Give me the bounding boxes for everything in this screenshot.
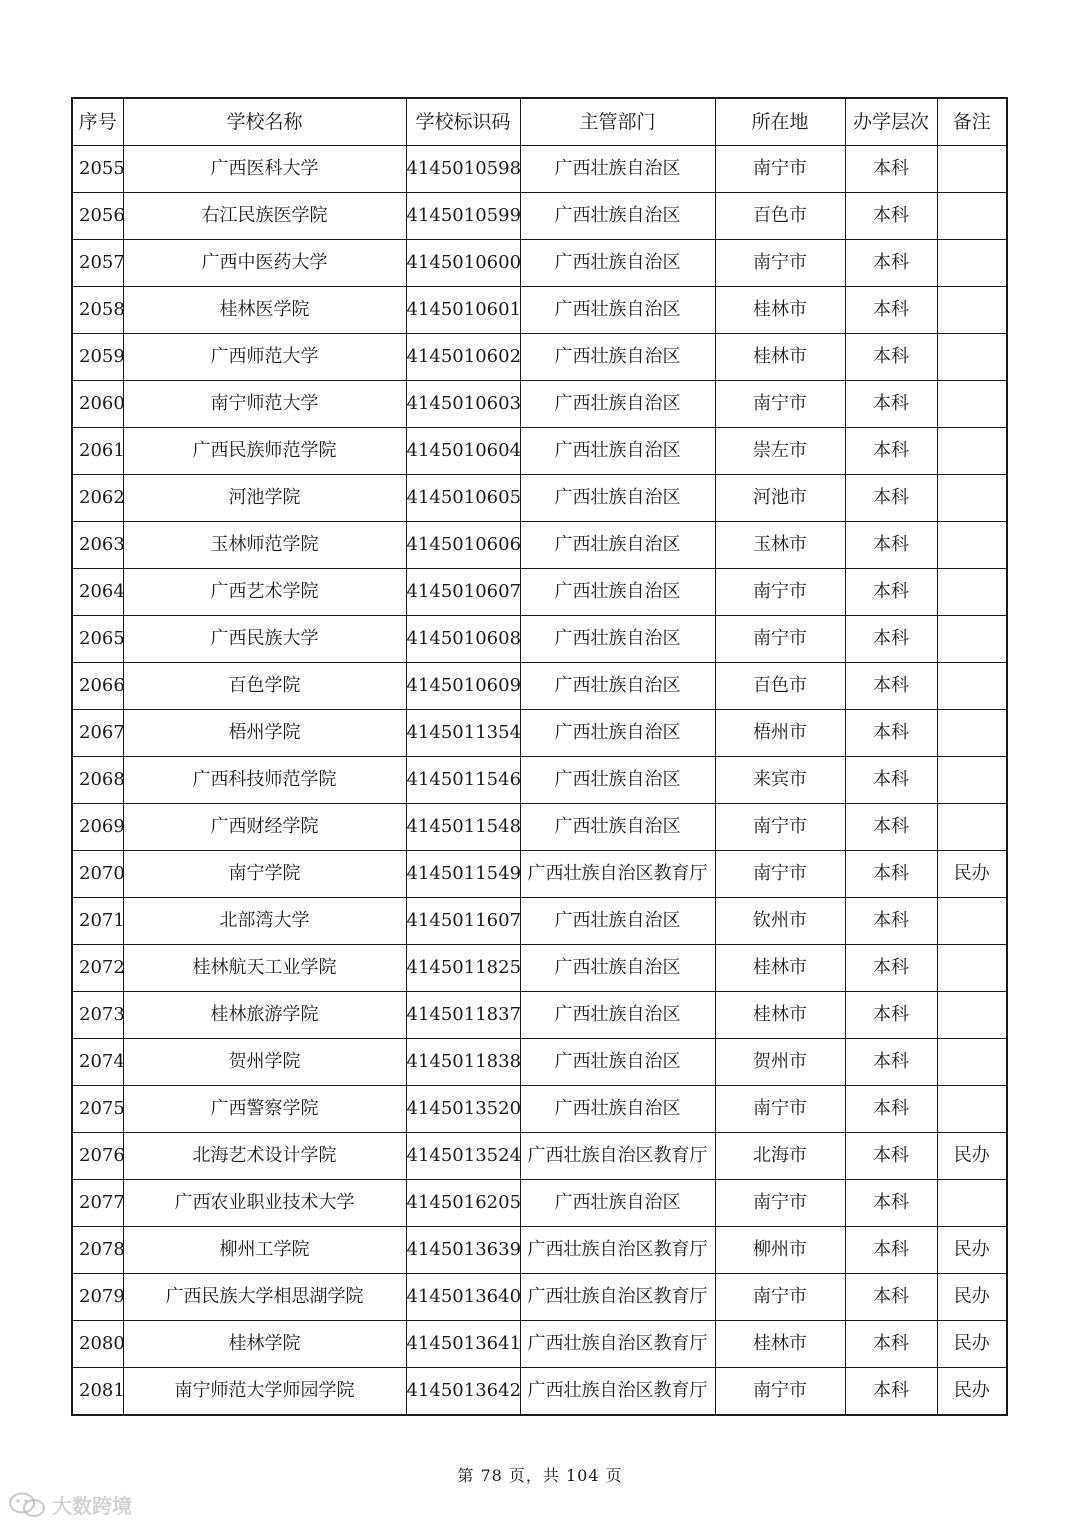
- cell-index: 2066: [72, 663, 123, 710]
- cell-school-name: 广西民族师范学院: [123, 428, 406, 475]
- cell-school-code: 4145010604: [406, 428, 520, 475]
- cell-remarks: [937, 146, 1007, 193]
- table-row: [72, 193, 1007, 240]
- cell-level: 本科: [845, 569, 937, 616]
- cell-index: 2060: [72, 381, 123, 428]
- cell-school-name: 广西民族大学: [123, 616, 406, 663]
- cell-department: 广西壮族自治区: [520, 381, 715, 428]
- cell-location: 钦州市: [715, 898, 845, 945]
- cell-index: 2064: [72, 569, 123, 616]
- cell-remarks: [937, 898, 1007, 945]
- cell-department: 广西壮族自治区: [520, 1039, 715, 1086]
- cell-index: 2055: [72, 146, 123, 193]
- cell-department: 广西壮族自治区: [520, 428, 715, 475]
- cell-location: 梧州市: [715, 710, 845, 757]
- cell-school-name: 广西财经学院: [123, 804, 406, 851]
- cell-index: 2077: [72, 1180, 123, 1227]
- cell-department: 广西壮族自治区教育厅: [520, 851, 715, 898]
- cell-location: 玉林市: [715, 522, 845, 569]
- cell-location: 桂林市: [715, 1321, 845, 1368]
- cell-location: 柳州市: [715, 1227, 845, 1274]
- header-index: 序号: [72, 98, 123, 146]
- cell-level: 本科: [845, 381, 937, 428]
- cell-location: 北海市: [715, 1133, 845, 1180]
- cell-location: 南宁市: [715, 240, 845, 287]
- cell-location: 桂林市: [715, 287, 845, 334]
- cell-school-code: 4145010609: [406, 663, 520, 710]
- table-row: [72, 710, 1007, 757]
- table-row: [72, 428, 1007, 475]
- cell-remarks: 民办: [937, 851, 1007, 898]
- page-footer: 第 78 页，共 104 页: [457, 1466, 623, 1485]
- cell-level: 本科: [845, 851, 937, 898]
- cell-school-code: 4145010606: [406, 522, 520, 569]
- cell-level: 本科: [845, 804, 937, 851]
- cell-department: 广西壮族自治区: [520, 569, 715, 616]
- cell-level: 本科: [845, 757, 937, 804]
- watermark: [8, 1490, 132, 1519]
- cell-school-code: 4145010599: [406, 193, 520, 240]
- cell-school-code: 4145013639: [406, 1227, 520, 1274]
- cell-school-code: 4145010607: [406, 569, 520, 616]
- cell-location: 南宁市: [715, 1086, 845, 1133]
- table-row: [72, 475, 1007, 522]
- cell-location: 崇左市: [715, 428, 845, 475]
- header-location: 所在地: [715, 98, 845, 146]
- cell-index: 2065: [72, 616, 123, 663]
- cell-index: 2069: [72, 804, 123, 851]
- cell-remarks: [937, 663, 1007, 710]
- cell-school-name: 广西中医药大学: [123, 240, 406, 287]
- table-row: [72, 522, 1007, 569]
- school-list-table: [71, 97, 1008, 1416]
- cell-level: 本科: [845, 287, 937, 334]
- cell-remarks: [937, 381, 1007, 428]
- cell-remarks: [937, 1086, 1007, 1133]
- cell-level: 本科: [845, 1133, 937, 1180]
- cell-remarks: [937, 992, 1007, 1039]
- cell-school-code: 4145010600: [406, 240, 520, 287]
- cell-department: 广西壮族自治区: [520, 1180, 715, 1227]
- table-header-row: [72, 98, 1007, 146]
- header-department: 主管部门: [520, 98, 715, 146]
- table-row: [72, 569, 1007, 616]
- table-row: [72, 1039, 1007, 1086]
- cell-location: 南宁市: [715, 851, 845, 898]
- cell-remarks: [937, 710, 1007, 757]
- cell-school-name: 广西警察学院: [123, 1086, 406, 1133]
- cell-department: 广西壮族自治区教育厅: [520, 1227, 715, 1274]
- cell-school-code: 4145011354: [406, 710, 520, 757]
- cell-department: 广西壮族自治区: [520, 287, 715, 334]
- table-row: [72, 1227, 1007, 1274]
- cell-school-name: 桂林旅游学院: [123, 992, 406, 1039]
- cell-level: 本科: [845, 1180, 937, 1227]
- cell-school-code: 4145010608: [406, 616, 520, 663]
- cell-remarks: [937, 428, 1007, 475]
- cell-level: 本科: [845, 898, 937, 945]
- cell-remarks: 民办: [937, 1133, 1007, 1180]
- cell-school-code: 4145010601: [406, 287, 520, 334]
- cell-school-name: 广西民族大学相思湖学院: [123, 1274, 406, 1321]
- cell-school-name: 北部湾大学: [123, 898, 406, 945]
- cell-location: 河池市: [715, 475, 845, 522]
- cell-level: 本科: [845, 1039, 937, 1086]
- cell-index: 2061: [72, 428, 123, 475]
- table-row: [72, 240, 1007, 287]
- cell-location: 百色市: [715, 663, 845, 710]
- cell-level: 本科: [845, 240, 937, 287]
- cell-index: 2063: [72, 522, 123, 569]
- table-row: [72, 757, 1007, 804]
- cell-level: 本科: [845, 334, 937, 381]
- cell-location: 桂林市: [715, 992, 845, 1039]
- cell-index: 2079: [72, 1274, 123, 1321]
- cell-index: 2081: [72, 1368, 123, 1416]
- cell-index: 2078: [72, 1227, 123, 1274]
- cell-department: 广西壮族自治区: [520, 804, 715, 851]
- cell-department: 广西壮族自治区教育厅: [520, 1368, 715, 1416]
- cell-school-code: 4145011838: [406, 1039, 520, 1086]
- cell-school-name: 玉林师范学院: [123, 522, 406, 569]
- cell-remarks: 民办: [937, 1274, 1007, 1321]
- wechat-logo-icon: [8, 1491, 48, 1519]
- cell-location: 桂林市: [715, 334, 845, 381]
- table-row: [72, 992, 1007, 1039]
- cell-location: 百色市: [715, 193, 845, 240]
- cell-level: 本科: [845, 616, 937, 663]
- table-row: [72, 1133, 1007, 1180]
- table-row: [72, 1086, 1007, 1133]
- table-row: [72, 804, 1007, 851]
- cell-school-code: 4145011548: [406, 804, 520, 851]
- header-school-name: 学校名称: [123, 98, 406, 146]
- cell-remarks: [937, 1039, 1007, 1086]
- cell-school-code: 4145011546: [406, 757, 520, 804]
- cell-level: 本科: [845, 428, 937, 475]
- table-row: [72, 146, 1007, 193]
- cell-remarks: 民办: [937, 1321, 1007, 1368]
- cell-location: 南宁市: [715, 1274, 845, 1321]
- cell-remarks: [937, 240, 1007, 287]
- watermark-text: 大数跨境: [52, 1494, 132, 1518]
- cell-department: 广西壮族自治区: [520, 522, 715, 569]
- cell-location: 南宁市: [715, 569, 845, 616]
- cell-remarks: [937, 1180, 1007, 1227]
- cell-school-name: 广西师范大学: [123, 334, 406, 381]
- cell-department: 广西壮族自治区教育厅: [520, 1321, 715, 1368]
- cell-level: 本科: [845, 1227, 937, 1274]
- cell-school-code: 4145011607: [406, 898, 520, 945]
- cell-level: 本科: [845, 663, 937, 710]
- cell-remarks: [937, 287, 1007, 334]
- cell-level: 本科: [845, 710, 937, 757]
- cell-school-code: 4145010602: [406, 334, 520, 381]
- cell-index: 2074: [72, 1039, 123, 1086]
- cell-level: 本科: [845, 945, 937, 992]
- cell-level: 本科: [845, 1321, 937, 1368]
- cell-department: 广西壮族自治区: [520, 710, 715, 757]
- cell-school-name: 右江民族医学院: [123, 193, 406, 240]
- cell-school-code: 4145016205: [406, 1180, 520, 1227]
- cell-remarks: [937, 945, 1007, 992]
- cell-school-name: 南宁师范大学: [123, 381, 406, 428]
- cell-department: 广西壮族自治区教育厅: [520, 1133, 715, 1180]
- cell-department: 广西壮族自治区: [520, 898, 715, 945]
- table-row: [72, 1321, 1007, 1368]
- table-row: [72, 851, 1007, 898]
- cell-level: 本科: [845, 1274, 937, 1321]
- cell-level: 本科: [845, 146, 937, 193]
- table-row: [72, 898, 1007, 945]
- cell-level: 本科: [845, 992, 937, 1039]
- header-remarks: 备注: [937, 98, 1007, 146]
- cell-index: 2057: [72, 240, 123, 287]
- cell-location: 贺州市: [715, 1039, 845, 1086]
- cell-school-code: 4145010603: [406, 381, 520, 428]
- cell-school-name: 广西农业职业技术大学: [123, 1180, 406, 1227]
- table-row: [72, 945, 1007, 992]
- cell-index: 2062: [72, 475, 123, 522]
- cell-department: 广西壮族自治区: [520, 193, 715, 240]
- cell-level: 本科: [845, 522, 937, 569]
- cell-remarks: [937, 616, 1007, 663]
- cell-school-name: 广西科技师范学院: [123, 757, 406, 804]
- cell-remarks: [937, 334, 1007, 381]
- cell-remarks: [937, 757, 1007, 804]
- cell-school-code: 4145011825: [406, 945, 520, 992]
- cell-location: 南宁市: [715, 381, 845, 428]
- cell-index: 2067: [72, 710, 123, 757]
- cell-remarks: 民办: [937, 1368, 1007, 1416]
- cell-school-name: 桂林航天工业学院: [123, 945, 406, 992]
- cell-location: 南宁市: [715, 1368, 845, 1416]
- cell-school-name: 南宁学院: [123, 851, 406, 898]
- cell-location: 南宁市: [715, 616, 845, 663]
- cell-level: 本科: [845, 475, 937, 522]
- cell-department: 广西壮族自治区: [520, 334, 715, 381]
- cell-remarks: [937, 804, 1007, 851]
- table-row: [72, 381, 1007, 428]
- cell-school-name: 广西医科大学: [123, 146, 406, 193]
- cell-school-code: 4145013520: [406, 1086, 520, 1133]
- cell-school-code: 4145011837: [406, 992, 520, 1039]
- table-row: [72, 663, 1007, 710]
- header-school-code: 学校标识码: [406, 98, 520, 146]
- cell-school-name: 桂林学院: [123, 1321, 406, 1368]
- table-body: [72, 146, 1007, 1416]
- cell-level: 本科: [845, 193, 937, 240]
- cell-school-name: 河池学院: [123, 475, 406, 522]
- table-row: [72, 616, 1007, 663]
- cell-school-name: 柳州工学院: [123, 1227, 406, 1274]
- cell-index: 2056: [72, 193, 123, 240]
- cell-remarks: [937, 475, 1007, 522]
- cell-department: 广西壮族自治区: [520, 616, 715, 663]
- cell-school-name: 梧州学院: [123, 710, 406, 757]
- table-row: [72, 334, 1007, 381]
- header-level: 办学层次: [845, 98, 937, 146]
- cell-remarks: [937, 193, 1007, 240]
- cell-level: 本科: [845, 1368, 937, 1416]
- cell-index: 2080: [72, 1321, 123, 1368]
- cell-school-name: 广西艺术学院: [123, 569, 406, 616]
- cell-index: 2058: [72, 287, 123, 334]
- cell-school-code: 4145010598: [406, 146, 520, 193]
- cell-department: 广西壮族自治区: [520, 240, 715, 287]
- cell-department: 广西壮族自治区: [520, 757, 715, 804]
- cell-index: 2076: [72, 1133, 123, 1180]
- cell-location: 南宁市: [715, 1180, 845, 1227]
- cell-remarks: [937, 522, 1007, 569]
- cell-location: 来宾市: [715, 757, 845, 804]
- cell-index: 2071: [72, 898, 123, 945]
- cell-index: 2075: [72, 1086, 123, 1133]
- cell-school-code: 4145010605: [406, 475, 520, 522]
- cell-department: 广西壮族自治区: [520, 475, 715, 522]
- cell-school-code: 4145013641: [406, 1321, 520, 1368]
- cell-school-code: 4145013642: [406, 1368, 520, 1416]
- cell-school-name: 桂林医学院: [123, 287, 406, 334]
- cell-school-name: 北海艺术设计学院: [123, 1133, 406, 1180]
- cell-school-code: 4145011549: [406, 851, 520, 898]
- cell-school-code: 4145013640: [406, 1274, 520, 1321]
- cell-index: 2070: [72, 851, 123, 898]
- table-row: [72, 1180, 1007, 1227]
- cell-index: 2073: [72, 992, 123, 1039]
- cell-index: 2072: [72, 945, 123, 992]
- cell-department: 广西壮族自治区: [520, 663, 715, 710]
- cell-location: 南宁市: [715, 146, 845, 193]
- cell-location: 桂林市: [715, 945, 845, 992]
- cell-location: 南宁市: [715, 804, 845, 851]
- cell-remarks: [937, 569, 1007, 616]
- cell-index: 2059: [72, 334, 123, 381]
- cell-remarks: 民办: [937, 1227, 1007, 1274]
- cell-department: 广西壮族自治区: [520, 146, 715, 193]
- cell-department: 广西壮族自治区: [520, 992, 715, 1039]
- cell-department: 广西壮族自治区教育厅: [520, 1274, 715, 1321]
- cell-school-name: 百色学院: [123, 663, 406, 710]
- cell-level: 本科: [845, 1086, 937, 1133]
- cell-school-name: 南宁师范大学师园学院: [123, 1368, 406, 1416]
- table-row: [72, 1368, 1007, 1416]
- cell-school-code: 4145013524: [406, 1133, 520, 1180]
- table-row: [72, 1274, 1007, 1321]
- table-row: [72, 287, 1007, 334]
- cell-index: 2068: [72, 757, 123, 804]
- cell-department: 广西壮族自治区: [520, 1086, 715, 1133]
- cell-school-name: 贺州学院: [123, 1039, 406, 1086]
- cell-department: 广西壮族自治区: [520, 945, 715, 992]
